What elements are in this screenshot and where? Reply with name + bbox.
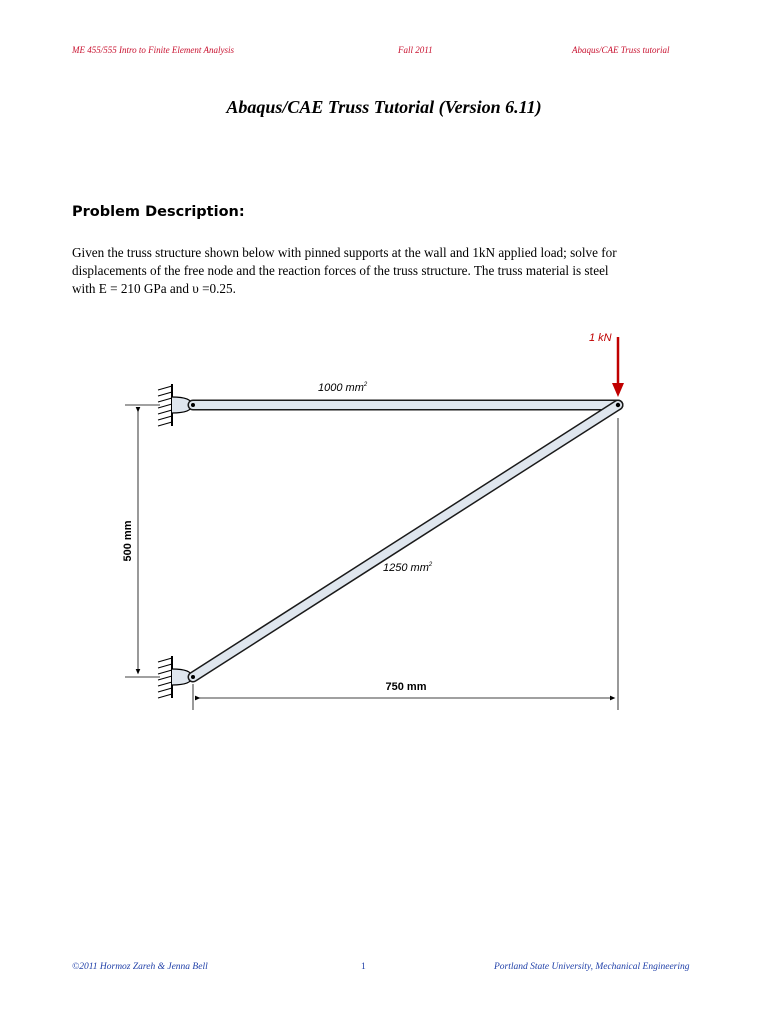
page-title: Abaqus/CAE Truss Tutorial (Version 6.11) <box>226 97 542 117</box>
description-line: displacements of the free node and the reaction forces of the truss structure. The truss material is steel <box>72 263 609 278</box>
header-term: Fall 2011 <box>398 45 433 55</box>
description-line: Given the truss structure shown below with pinned supports at the wall and 1kN applied load; solve for <box>72 245 617 260</box>
description-line: with E = 210 GPa and υ =0.25. <box>72 281 236 296</box>
width-dimension-label: 750 mm <box>385 681 427 693</box>
height-dimension-label: 500 mm <box>122 520 134 562</box>
diagonal-member-area-label: 1250 $mm^2$ <box>383 562 433 574</box>
top-pin-node <box>191 403 195 407</box>
diagonal-truss-member <box>193 405 618 677</box>
bottom-wall-support <box>158 656 192 698</box>
free-node <box>616 403 620 407</box>
footer-copyright: ©2011 Hormoz Zareh & Jenna Bell <box>72 962 208 972</box>
load-arrow <box>612 337 624 397</box>
section-heading: Problem Description: <box>72 204 245 220</box>
bottom-pin-node <box>191 675 195 679</box>
header-doc-title: Abaqus/CAE Truss tutorial <box>572 45 670 55</box>
header-course: ME 455/555 Intro to Finite Element Analysis <box>72 45 234 55</box>
footer-affiliation: Portland State University, Mechanical Engineering <box>494 962 690 972</box>
page-number: 1 <box>361 962 366 972</box>
top-member-area-label: 1000 $mm^2$ <box>318 382 368 394</box>
top-wall-support <box>158 384 192 426</box>
load-label: 1 kN <box>589 332 612 344</box>
